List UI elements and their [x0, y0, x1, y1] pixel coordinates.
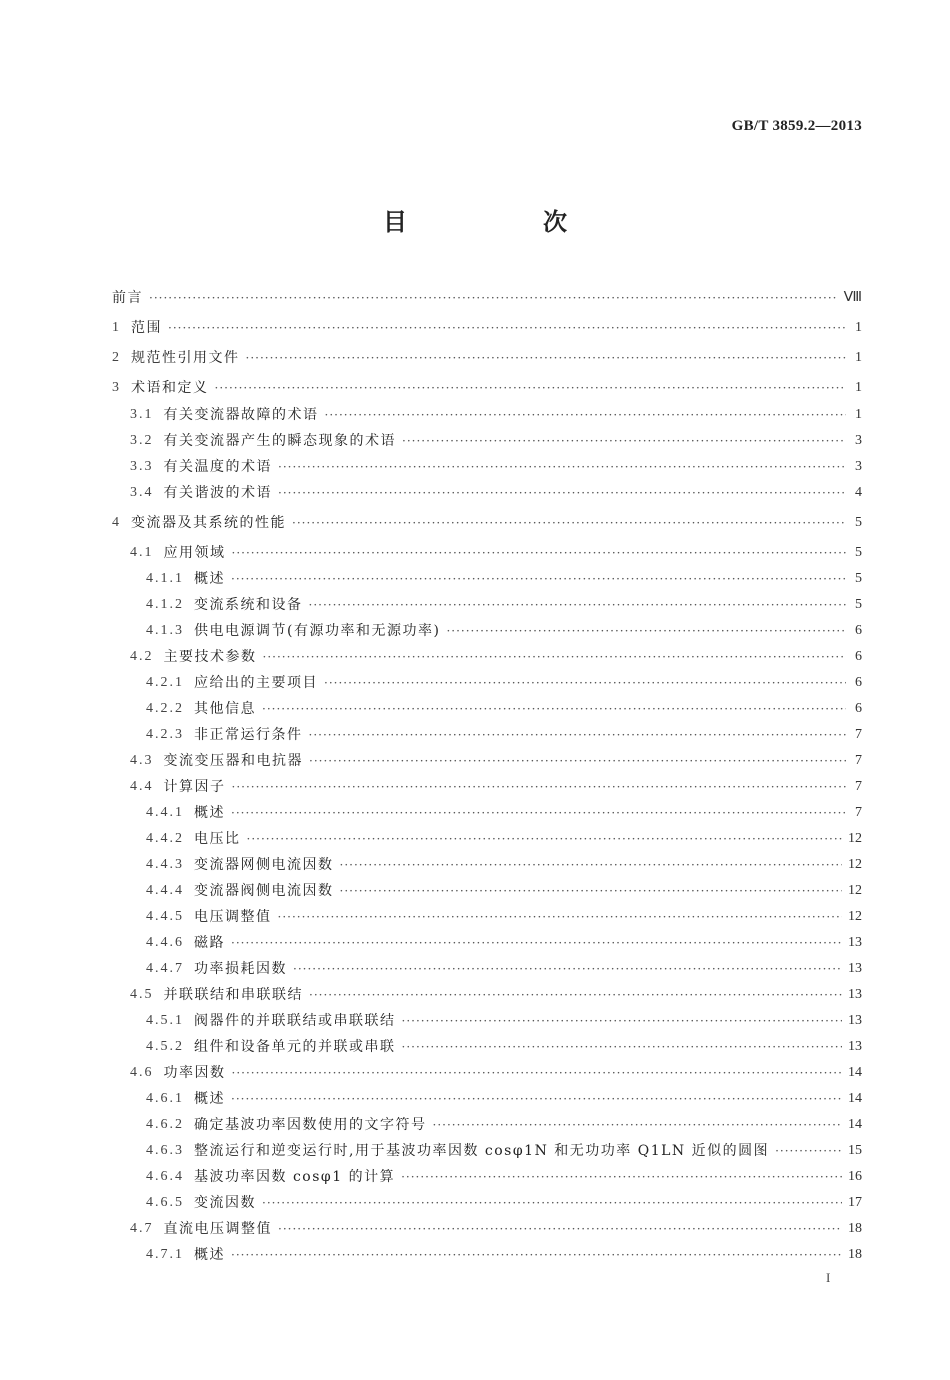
- toc-leader-dots: [168, 320, 846, 336]
- toc-entry[interactable]: [146, 929, 862, 951]
- toc-leader-dots: [232, 545, 847, 561]
- toc-entry-page: 14: [848, 1065, 862, 1080]
- toc-entry-number: 4.1.2: [146, 597, 184, 612]
- toc-entry-title: 功率损耗因数: [194, 961, 287, 977]
- toc-entry-title: 电压比: [194, 831, 241, 847]
- toc-entry-number: 4.6.3: [146, 1143, 184, 1158]
- toc-entry[interactable]: [130, 773, 862, 795]
- toc-entry-title: 阀器件的并联联结或串联联结: [194, 1013, 396, 1029]
- toc-entry-number: 4.2.3: [146, 727, 184, 742]
- toc-entry[interactable]: [130, 479, 862, 501]
- toc-entry-page: 15: [848, 1143, 862, 1158]
- toc-entry-title: 确定基波功率因数使用的文字符号: [194, 1117, 427, 1133]
- toc-entry[interactable]: [112, 374, 862, 396]
- toc-entry[interactable]: [146, 1163, 862, 1185]
- toc-entry-number: 4.4.7: [146, 961, 184, 976]
- toc-leader-dots: [325, 407, 847, 423]
- toc-entry-number: 4.6.4: [146, 1169, 184, 1184]
- toc-entry[interactable]: [130, 1215, 862, 1237]
- toc-entry-page: 1: [855, 407, 862, 422]
- toc-leader-dots: [149, 290, 838, 306]
- toc-leader-dots: [309, 987, 842, 1003]
- toc-entry-title: 非正常运行条件: [194, 727, 303, 743]
- toc-entry-page: 6: [855, 675, 862, 690]
- toc-entry-number: 3.1: [130, 407, 154, 422]
- toc-entry-title: 其他信息: [194, 701, 256, 717]
- toc-entry-number: 4.2.2: [146, 701, 184, 716]
- toc-entry-title: 前言: [112, 290, 143, 306]
- toc-entry[interactable]: [130, 981, 862, 1003]
- toc-leader-dots: [263, 649, 847, 665]
- toc-entry-title: 概述: [194, 1091, 225, 1107]
- toc-entry-title: 磁路: [194, 935, 225, 951]
- toc-entry-page: 12: [848, 883, 862, 898]
- toc-entry-title: 有关变流器产生的瞬态现象的术语: [163, 433, 396, 449]
- toc-entry-page: 13: [848, 961, 862, 976]
- toc-entry-number: 4.5: [130, 987, 154, 1002]
- toc-leader-dots: [231, 935, 842, 951]
- toc-entry-page: 1: [855, 350, 862, 365]
- toc-entry[interactable]: [146, 1085, 862, 1107]
- toc-entry-number: 3.4: [130, 485, 154, 500]
- toc-entry-page: 7: [855, 779, 862, 794]
- toc-entry-number: 4.5.2: [146, 1039, 184, 1054]
- toc-entry-title: 供电电源调节(有源功率和无源功率): [194, 623, 441, 639]
- page-number: I: [826, 1270, 831, 1285]
- toc-leader-dots: [340, 857, 843, 873]
- toc-entry-title: 组件和设备单元的并联或串联: [194, 1039, 396, 1055]
- toc-entry[interactable]: [146, 591, 862, 613]
- toc-entry-title: 变流因数: [194, 1195, 256, 1211]
- toc-entry-page: 18: [848, 1247, 862, 1262]
- toc-entry[interactable]: [146, 669, 862, 691]
- toc-entry-number: 2: [112, 350, 121, 365]
- toc-entry-number: 3: [112, 380, 121, 395]
- toc-entry-number: 4.3: [130, 753, 154, 768]
- toc-entry-title: 并联联结和串联联结: [163, 987, 303, 1003]
- toc-entry[interactable]: [146, 1189, 862, 1211]
- toc-leader-dots: [278, 1221, 842, 1237]
- toc-entry-title: 范围: [131, 320, 162, 336]
- toc-entry-title: 变流变压器和电抗器: [163, 753, 303, 769]
- toc-entry-page: 5: [855, 597, 862, 612]
- toc-entry-page: 3: [855, 459, 862, 474]
- toc-leader-dots: [215, 380, 847, 396]
- toc-leader-dots: [247, 831, 843, 847]
- toc-entry-title: 术语和定义: [131, 380, 209, 396]
- toc-entry-number: 4.4.2: [146, 831, 184, 846]
- toc-leader-dots: [324, 675, 846, 691]
- toc-entry-number: 3.2: [130, 433, 154, 448]
- toc-entry-number: 4.6.2: [146, 1117, 184, 1132]
- toc-entry-number: 4.4: [130, 779, 154, 794]
- toc-entry-title: 规范性引用文件: [131, 350, 240, 366]
- toc-entry-number: 4.1.3: [146, 623, 184, 638]
- toc-entry-page: 5: [855, 571, 862, 586]
- toc-entry[interactable]: [146, 1007, 862, 1029]
- toc-entry-number: 4.6: [130, 1065, 154, 1080]
- toc-leader-dots: [231, 1247, 842, 1263]
- toc-leader-dots: [292, 515, 846, 531]
- toc-entry-title: 概述: [194, 571, 225, 587]
- toc-entry-page: 6: [855, 623, 862, 638]
- toc-entry[interactable]: [130, 643, 862, 665]
- toc-entry-page: Ⅷ: [843, 290, 862, 305]
- toc-entry-title: 直流电压调整值: [163, 1221, 272, 1237]
- toc-entry-number: 4.4.3: [146, 857, 184, 872]
- toc-entry-title: 变流系统和设备: [194, 597, 303, 613]
- toc-entry[interactable]: [146, 1033, 862, 1055]
- toc-entry-title: 基波功率因数 cosφ1 的计算: [194, 1169, 396, 1185]
- toc-entry-page: 7: [855, 753, 862, 768]
- toc-entry-page: 5: [855, 545, 862, 560]
- toc-entry-page: 1: [855, 320, 862, 335]
- toc-leader-dots: [402, 433, 846, 449]
- toc-entry-title: 整流运行和逆变运行时,用于基波功率因数 cosφ1N 和无功功率 Q1LN 近似的圆图: [194, 1143, 770, 1159]
- toc-entry-number: 4.4.5: [146, 909, 184, 924]
- toc-entry-page: 7: [855, 805, 862, 820]
- toc-entry[interactable]: [146, 877, 862, 899]
- toc-leader-dots: [446, 623, 846, 639]
- toc-leader-dots: [232, 1065, 843, 1081]
- toc-entry-page: 13: [848, 1013, 862, 1028]
- toc-entry[interactable]: [146, 799, 862, 821]
- toc-entry-page: 16: [848, 1169, 862, 1184]
- toc-entry-page: 12: [848, 831, 862, 846]
- toc-entry-title: 计算因子: [163, 779, 226, 795]
- toc-entry-page: 1: [855, 380, 862, 395]
- toc-entry[interactable]: [130, 539, 862, 561]
- toc-leader-dots: [262, 1195, 842, 1211]
- toc-entry-page: 5: [855, 515, 862, 530]
- toc-entry-number: 4.1: [130, 545, 154, 560]
- toc-entry-number: 4.4.1: [146, 805, 184, 820]
- toc-entry-page: 13: [848, 935, 862, 950]
- toc-leader-dots: [775, 1143, 842, 1159]
- toc-leader-dots: [231, 1091, 842, 1107]
- toc-entry-title: 有关变流器故障的术语: [163, 407, 319, 423]
- toc-leader-dots: [402, 1039, 843, 1055]
- toc-leader-dots: [232, 779, 847, 795]
- toc-entry[interactable]: [130, 453, 862, 475]
- toc-entry-title: 有关谐波的术语: [163, 485, 272, 501]
- toc-entry-title: 有关温度的术语: [163, 459, 272, 475]
- toc-entry-title: 应给出的主要项目: [194, 675, 318, 691]
- toc-entry[interactable]: [112, 344, 862, 366]
- toc-entry[interactable]: [146, 721, 862, 743]
- toc-entry-number: 4: [112, 515, 121, 530]
- toc-entry-page: 18: [848, 1221, 862, 1236]
- toc-entry[interactable]: [146, 955, 862, 977]
- toc-entry[interactable]: [112, 284, 862, 306]
- toc-entry-page: 4: [855, 485, 862, 500]
- toc-leader-dots: [231, 805, 846, 821]
- toc-entry[interactable]: [146, 1111, 862, 1133]
- toc-entry-page: 6: [855, 649, 862, 664]
- toc-entry-page: 13: [848, 1039, 862, 1054]
- toc-leader-dots: [401, 1169, 842, 1185]
- toc-leader-dots: [278, 485, 846, 501]
- toc-entry-number: 4.2: [130, 649, 154, 664]
- toc-leader-dots: [309, 597, 847, 613]
- toc-entry-title: 概述: [194, 805, 225, 821]
- toc-entry[interactable]: [146, 903, 862, 925]
- toc-entry[interactable]: [130, 427, 862, 449]
- toc-entry[interactable]: [146, 851, 862, 873]
- toc-entry[interactable]: [146, 1137, 862, 1159]
- toc-entry[interactable]: [146, 617, 862, 639]
- toc-entry[interactable]: [130, 1059, 862, 1081]
- toc-entry-number: 4.7: [130, 1221, 154, 1236]
- toc-leader-dots: [293, 961, 842, 977]
- toc-entry-title: 应用领域: [163, 545, 226, 561]
- toc-entry-number: 3.3: [130, 459, 154, 474]
- toc-entry[interactable]: [112, 314, 862, 336]
- toc-leader-dots: [340, 883, 843, 899]
- toc-entry-number: 4.4.6: [146, 935, 184, 950]
- toc-entry-title: 功率因数: [163, 1065, 226, 1081]
- toc-leader-dots: [309, 727, 847, 743]
- toc-entry-number: 1: [112, 320, 121, 335]
- toc-entry-page: 7: [855, 727, 862, 742]
- toc-entry-page: 13: [848, 987, 862, 1002]
- toc-entry[interactable]: [130, 747, 862, 769]
- toc-entry-page: 6: [855, 701, 862, 716]
- toc-leader-dots: [402, 1013, 843, 1029]
- toc-entry-page: 17: [848, 1195, 862, 1210]
- toc-entry-number: 4.7.1: [146, 1247, 184, 1262]
- toc-entry-title: 变流器阀侧电流因数: [194, 883, 334, 899]
- toc-entry[interactable]: [146, 1241, 862, 1263]
- toc-leader-dots: [433, 1117, 843, 1133]
- toc-leader-dots: [246, 350, 847, 366]
- toc-entry-title: 概述: [194, 1247, 225, 1263]
- toc-entry-title: 电压调整值: [194, 909, 272, 925]
- toc-entry[interactable]: [146, 825, 862, 847]
- toc-entry-page: 14: [848, 1117, 862, 1132]
- toc-entry[interactable]: [146, 565, 862, 587]
- toc-entry-title: 主要技术参数: [163, 649, 257, 665]
- toc-entry-page: 3: [855, 433, 862, 448]
- toc-entry-title: 变流器网侧电流因数: [194, 857, 334, 873]
- toc-entry[interactable]: [130, 401, 862, 423]
- toc-leader-dots: [231, 571, 846, 587]
- toc-entry-number: 4.6.1: [146, 1091, 184, 1106]
- toc-entry-number: 4.1.1: [146, 571, 184, 586]
- toc-entry-number: 4.2.1: [146, 675, 184, 690]
- toc-entry-number: 4.4.4: [146, 883, 184, 898]
- toc-entry[interactable]: [146, 695, 862, 717]
- toc-leader-dots: [262, 701, 846, 717]
- toc-entry-page: 14: [848, 1091, 862, 1106]
- toc-leader-dots: [278, 459, 846, 475]
- toc-entry[interactable]: [112, 509, 862, 531]
- toc-entry-page: 12: [848, 857, 862, 872]
- toc-entry-number: 4.6.5: [146, 1195, 184, 1210]
- toc-entry-number: 4.5.1: [146, 1013, 184, 1028]
- toc-leader-dots: [309, 753, 846, 769]
- toc-entry-title: 变流器及其系统的性能: [131, 515, 286, 531]
- standard-code: GB/T 3859.2—2013: [731, 118, 862, 134]
- toc-leader-dots: [278, 909, 843, 925]
- toc-entry-page: 12: [848, 909, 862, 924]
- page-title: 目 次: [383, 208, 623, 236]
